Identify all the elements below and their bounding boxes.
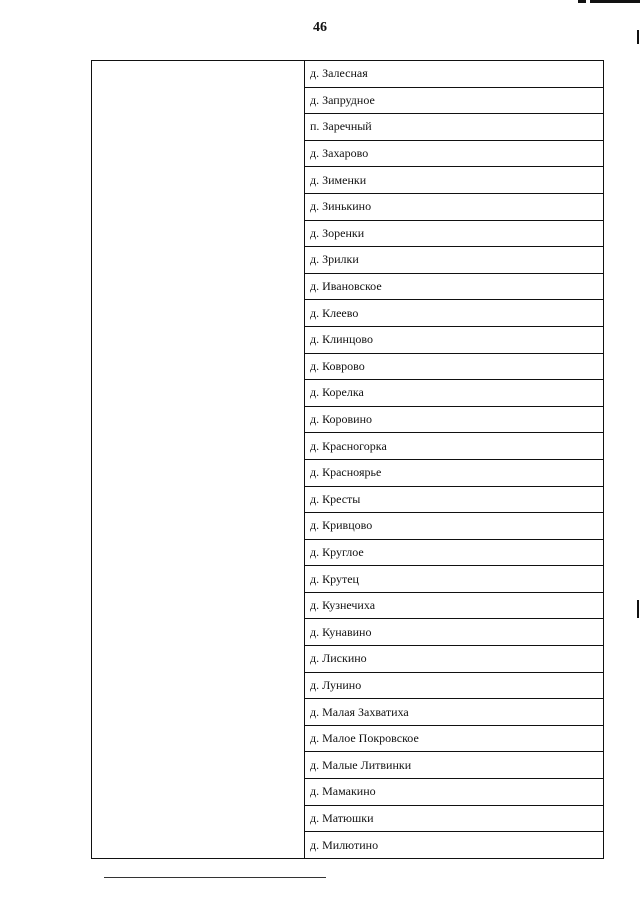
settlement-name: д. Красногорка (305, 433, 604, 460)
settlement-name: д. Круглое (305, 539, 604, 566)
settlement-name: д. Кресты (305, 486, 604, 513)
scan-mark (578, 0, 586, 3)
settlement-name: д. Милютино (305, 832, 604, 859)
settlement-name: д. Лунино (305, 672, 604, 699)
settlements-table (91, 60, 604, 859)
settlement-name: д. Корелка (305, 380, 604, 407)
scan-mark (590, 0, 640, 3)
settlement-name: д. Зрилки (305, 247, 604, 274)
settlement-name: д. Малые Литвинки (305, 752, 604, 779)
settlement-name: п. Заречный (305, 114, 604, 141)
table-row (92, 61, 604, 88)
settlement-name: д. Запрудное (305, 87, 604, 114)
settlement-name: д. Матюшки (305, 805, 604, 832)
settlement-name: д. Кузнечиха (305, 592, 604, 619)
settlement-name: д. Мамакино (305, 779, 604, 806)
settlement-name: д. Залесная (305, 61, 604, 88)
settlement-name: д. Клеево (305, 300, 604, 327)
settlement-name: д. Красноярье (305, 459, 604, 486)
page-number: 46 (313, 20, 327, 35)
settlement-name: д. Зименки (305, 167, 604, 194)
settlement-name: д. Лискино (305, 646, 604, 673)
settlement-name: д. Зинькино (305, 193, 604, 220)
settlement-name: д. Захарово (305, 140, 604, 167)
settlement-name: д. Крутец (305, 566, 604, 593)
settlement-name: д. Малое Покровское (305, 725, 604, 752)
footer-rule (104, 877, 326, 878)
settlement-name: д. Коврово (305, 353, 604, 380)
settlement-name: д. Коровино (305, 406, 604, 433)
settlement-name: д. Зоренки (305, 220, 604, 247)
settlement-name: д. Малая Захватиха (305, 699, 604, 726)
municipality-cell (92, 61, 305, 859)
scan-mark (637, 600, 639, 618)
settlement-name: д. Ивановское (305, 273, 604, 300)
settlements-table-body (92, 61, 604, 859)
settlement-name: д. Клинцово (305, 326, 604, 353)
settlement-name: д. Кунавино (305, 619, 604, 646)
settlement-name: д. Кривцово (305, 513, 604, 540)
